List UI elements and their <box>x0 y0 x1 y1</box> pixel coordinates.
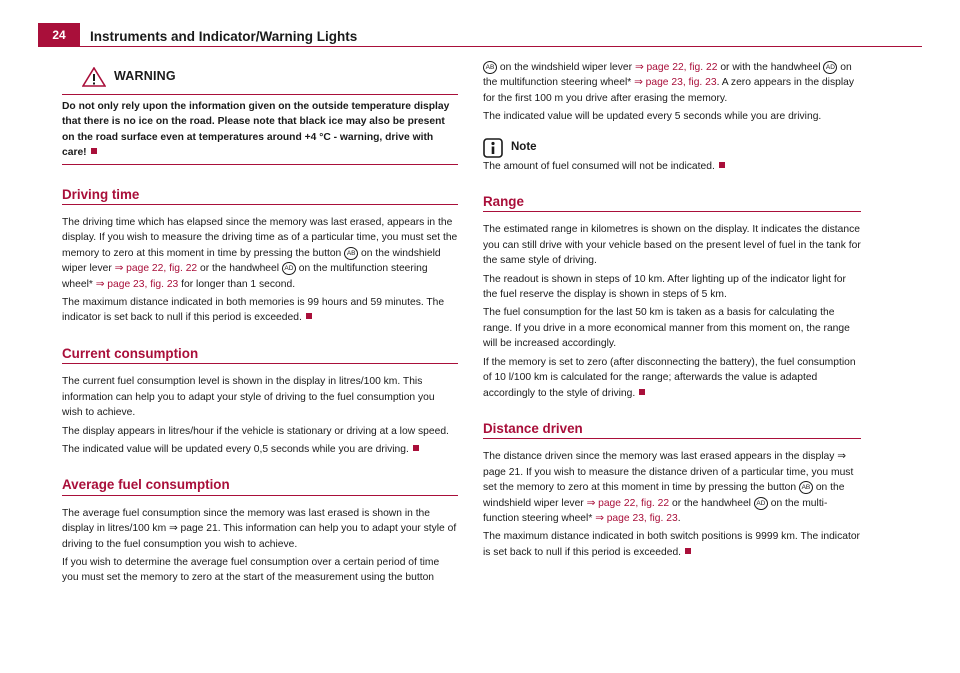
section-distance-driven <box>483 421 861 560</box>
end-marker <box>91 148 97 154</box>
paragraph: The maximum distance indicated in both memories is 99 hours and 59 minutes. The indicator is set back to null if this period is exceeded. <box>62 297 445 324</box>
info-icon <box>483 138 503 158</box>
button-badge-ad: AD <box>823 61 837 74</box>
section-range <box>483 194 861 401</box>
page-header <box>0 0 960 48</box>
page-link[interactable]: ⇒ page 22, fig. 22 <box>634 62 718 73</box>
heading-range: Range <box>483 194 861 212</box>
paragraph: The driving time which has elapsed since the memory was last erased, appears in the display. If you wish to measure the driving time as of a particular time, you must set the memory to zero at this moment in time by pressing the button AB on the windshield wiper lever ⇒ page 22, fig. 22 or the handwheel AD on the multifunction steering wheel* ⇒ page 23, fig. 23 for longer than 1 second. <box>62 217 458 290</box>
button-badge-ab: AB <box>483 61 497 74</box>
section-average-consumption <box>62 477 458 585</box>
left-column <box>62 60 458 606</box>
page-link[interactable]: ⇒ page 23, fig. 23 <box>595 512 678 524</box>
paragraph: AB on the windshield wiper lever ⇒ page 22, fig. 22 or with the handwheel AD on the multifunction steering wheel* ⇒ page 23, fig. 23. A zero appears in the display for the first 100 m you drive after erasing the memory. <box>483 62 854 104</box>
paragraph: The maximum distance indicated in both switch positions is 9999 km. The indicator is set back to null if this period is exceeded. <box>483 531 860 558</box>
section-driving-time <box>62 187 458 326</box>
end-marker <box>719 162 725 168</box>
page-link[interactable]: ⇒ page 22, fig. 22 <box>114 263 198 275</box>
heading-distance-driven: Distance driven <box>483 421 861 439</box>
button-badge-ad: AD <box>282 262 296 275</box>
paragraph: The readout is shown in steps of 10 km. After lighting up of the indicator light for the fuel reserve the display is shown in steps of 5 km. <box>483 273 846 301</box>
page-link[interactable]: ⇒ page 23, fig. 23 <box>634 77 717 89</box>
page-number: 24 <box>38 23 80 47</box>
header-rule <box>80 46 922 47</box>
page-link[interactable]: ⇒ page 22, fig. 22 <box>586 497 670 509</box>
right-column <box>483 60 861 580</box>
warning-box <box>62 60 458 165</box>
end-marker <box>413 445 419 451</box>
end-marker <box>685 548 691 554</box>
warning-header <box>62 60 458 95</box>
warning-title: WARNING <box>114 69 176 84</box>
paragraph: If the memory is set to zero (after disconnecting the battery), the fuel consumption of 10 l/100 km is calculated for the range; afterwards the value is adapted accordingly to the style of driving. <box>483 356 856 399</box>
button-badge-ab: AB <box>799 481 813 494</box>
section-current-consumption <box>62 346 458 457</box>
paragraph: The estimated range in kilometres is shown on the display. It indicates the distance you can still drive with your vehicle based on the present level of fuel in the tank for the same style of driving. <box>483 224 861 267</box>
warning-text: Do not only rely upon the information given on the outside temperature display that there is no ice on the road. Please note that black ice may also be present on the road surface even at temperatures around +4 °C - warning, drive with care! <box>62 101 450 159</box>
heading-driving-time: Driving time <box>62 187 458 205</box>
paragraph: The fuel consumption for the last 50 km is taken as a basis for calculating the range. If you drive in a more economical manner from this moment on, the range will be increased accordingly. <box>483 307 850 350</box>
heading-current-consumption: Current consumption <box>62 346 458 364</box>
end-marker <box>639 389 645 395</box>
button-badge-ad: AD <box>754 497 768 510</box>
chapter-title: Instruments and Indicator/Warning Lights <box>90 29 358 44</box>
paragraph: The indicated value will be updated every 5 seconds while you are driving. <box>483 111 822 123</box>
paragraph: The indicated value will be updated every 0,5 seconds while you are driving. <box>62 442 458 457</box>
note-box <box>483 137 861 174</box>
heading-average-consumption: Average fuel consumption <box>62 477 458 495</box>
note-title: Note <box>511 140 537 153</box>
note-header <box>483 137 861 159</box>
paragraph: The average fuel consumption since the memory was last erased is shown in the display in litres/100 km ⇒ page 21. This information can help you to adapt your style of driving to the fuel consumption you wish to achieve. <box>62 507 457 550</box>
end-marker <box>306 313 312 319</box>
button-badge-ab: AB <box>344 247 358 260</box>
paragraph: If you wish to determine the average fuel consumption over a certain period of time you must set the memory to zero at the start of the measurement using the button <box>62 556 440 584</box>
paragraph: The display appears in litres/hour if the vehicle is stationary or driving at a low speed. <box>62 425 449 437</box>
warning-triangle-icon <box>82 67 106 87</box>
paragraph: The current fuel consumption level is shown in the display in litres/100 km. This information can help you to adapt your style of driving to the fuel consumption you wish to achieve. <box>62 376 435 419</box>
note-text: The amount of fuel consumed will not be indicated. <box>483 159 861 174</box>
paragraph: The distance driven since the memory was last erased appears in the display ⇒ page 21. If you wish to measure the distance driven of a particular time, you must set the memory to zero at this moment in time by pressing the button AB on the windshield wiper lever ⇒ page 22, fig. 22 or the handwheel AD on the multi-function steering wheel* ⇒ page 23, fig. 23. <box>483 451 854 524</box>
page-link[interactable]: ⇒ page 23, fig. 23 <box>95 278 179 290</box>
